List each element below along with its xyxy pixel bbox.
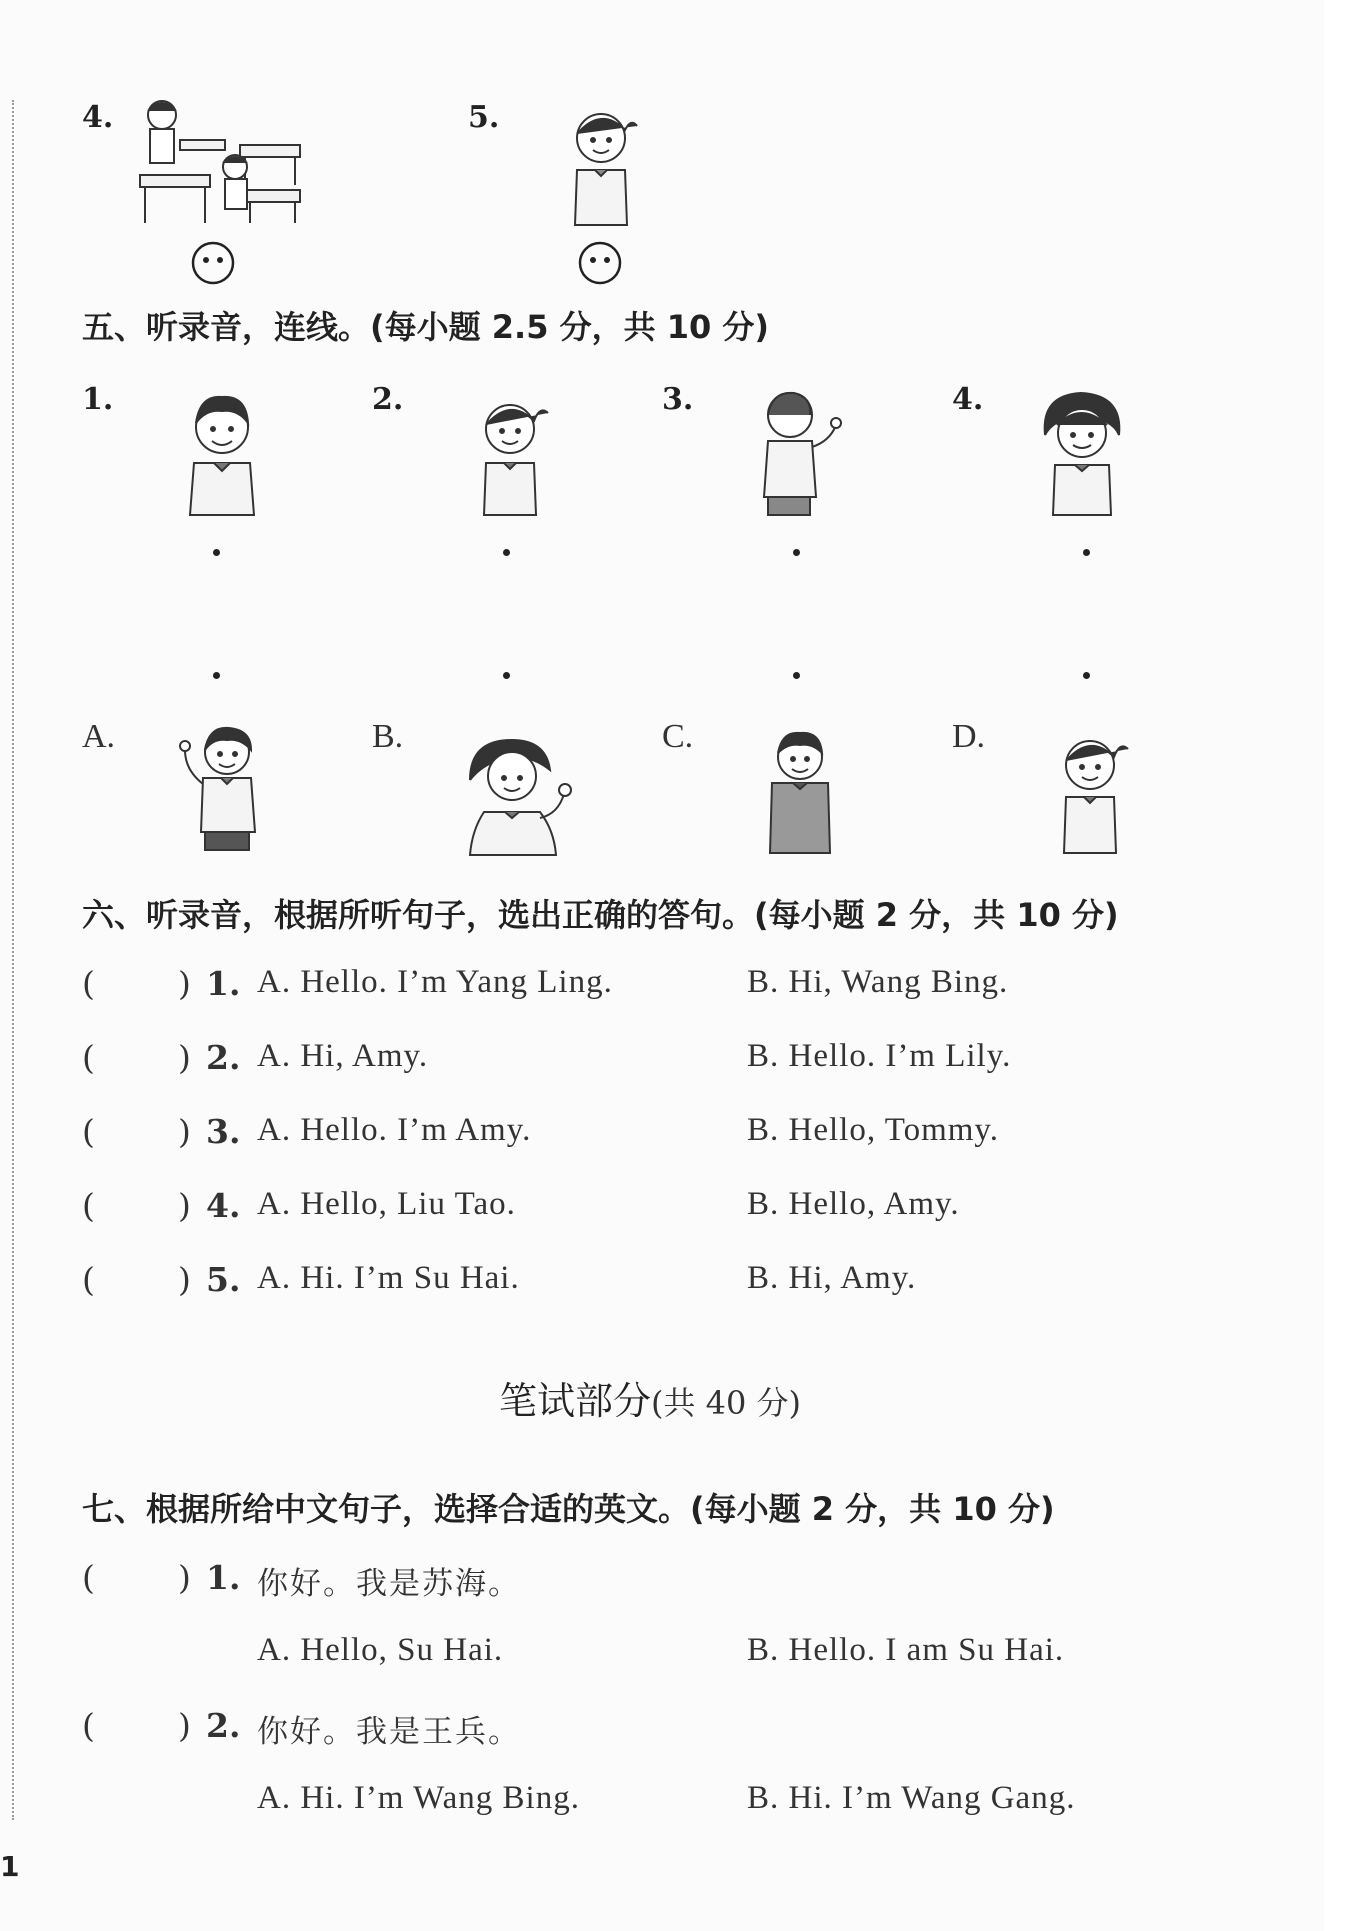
written-title-text: 笔试部分 [498, 1379, 651, 1423]
match-dot-bottom-a[interactable] [213, 672, 220, 679]
binding-margin-line [12, 100, 14, 1820]
answer-paren-open[interactable]: ( [82, 1112, 95, 1151]
boy-waving-picture-a [175, 720, 280, 855]
answer-paren-close[interactable]: ) [178, 1186, 191, 1225]
answer-paren-close[interactable]: ) [178, 1706, 191, 1745]
girl-waving-picture-b [460, 730, 585, 855]
question-number: 2. [206, 1706, 241, 1745]
answer-paren-open[interactable]: ( [82, 1558, 95, 1597]
question-number: 2. [206, 1038, 241, 1077]
answer-paren-open[interactable]: ( [82, 1186, 95, 1225]
match-top-number-4: 4. [952, 382, 984, 417]
option-a: A. Hi, Amy. [257, 1038, 429, 1074]
smiley-face-icon[interactable] [577, 240, 623, 286]
options-row [82, 1632, 1282, 1676]
section-7-heading: 七、根据所给中文句子，选择合适的英文。(每小题 2 分，共 10 分) [82, 1490, 1055, 1528]
question-number: 1. [206, 1558, 241, 1597]
answer-paren-open[interactable]: ( [82, 1706, 95, 1745]
match-top-number-2: 2. [372, 382, 404, 417]
answer-paren-close[interactable]: ) [178, 1038, 191, 1077]
page-edge [1324, 0, 1350, 1931]
answer-paren-close[interactable]: ) [178, 964, 191, 1003]
match-top-number-3: 3. [662, 382, 694, 417]
section-5-heading: 五、听录音，连线。(每小题 2.5 分，共 10 分) [82, 308, 770, 346]
girl-ponytail-picture-d [1050, 725, 1135, 855]
question-row [82, 1112, 1282, 1156]
question-row [82, 1186, 1282, 1230]
answer-paren-open[interactable]: ( [82, 964, 95, 1003]
answer-paren-close[interactable]: ) [178, 1558, 191, 1597]
option-b: B. Hello. I am Su Hai. [747, 1632, 1065, 1668]
option-a: A. Hello, Su Hai. [257, 1632, 504, 1668]
boy-back-waving-picture-3 [750, 385, 850, 520]
match-dot-top-2[interactable] [503, 549, 510, 556]
option-b: B. Hi. I’m Wang Gang. [747, 1780, 1076, 1816]
item-number-4: 4. [82, 100, 114, 135]
page-number: 1 [0, 1850, 20, 1883]
girl-short-hair-picture-4 [1035, 385, 1130, 520]
answer-paren-open[interactable]: ( [82, 1260, 95, 1299]
written-points: (共 40 分) [650, 1384, 802, 1422]
match-bottom-letter-c: C. [662, 718, 694, 755]
match-bottom-letter-b: B. [372, 718, 404, 755]
item-number-5: 5. [468, 100, 500, 135]
answer-paren-close[interactable]: ) [178, 1260, 191, 1299]
match-dot-top-1[interactable] [213, 549, 220, 556]
option-a: A. Hello, Liu Tao. [257, 1186, 516, 1222]
option-b: B. Hi, Amy. [747, 1260, 917, 1296]
question-row [82, 1706, 1282, 1750]
question-number: 4. [206, 1186, 241, 1225]
match-dot-bottom-d[interactable] [1083, 672, 1090, 679]
question-number: 3. [206, 1112, 241, 1151]
option-b: B. Hi, Wang Bing. [747, 964, 1009, 1000]
question-row [82, 1558, 1282, 1602]
boy-picture-1 [180, 385, 265, 520]
option-a: A. Hi. I’m Su Hai. [257, 1260, 520, 1296]
question-number: 5. [206, 1260, 241, 1299]
girl-ponytail-picture [565, 100, 645, 230]
question-number: 1. [206, 964, 241, 1003]
match-dot-top-3[interactable] [793, 549, 800, 556]
answer-paren-close[interactable]: ) [178, 1112, 191, 1151]
answer-paren-open[interactable]: ( [82, 1038, 95, 1077]
options-row [82, 1780, 1282, 1824]
classroom-picture [130, 95, 305, 230]
girl-picture-2 [470, 385, 555, 520]
match-dot-top-4[interactable] [1083, 549, 1090, 556]
option-a: A. Hello. I’m Yang Ling. [257, 964, 613, 1000]
match-dot-bottom-c[interactable] [793, 672, 800, 679]
boy-dark-shirt-picture-c [760, 725, 840, 855]
match-dot-bottom-b[interactable] [503, 672, 510, 679]
question-row [82, 1260, 1282, 1304]
smiley-face-icon[interactable] [190, 240, 236, 286]
written-part-title [0, 1370, 1300, 1425]
option-b: B. Hello. I’m Lily. [747, 1038, 1012, 1074]
option-b: B. Hello, Tommy. [747, 1112, 1000, 1148]
match-bottom-letter-a: A. [82, 718, 116, 755]
option-a: A. Hello. I’m Amy. [257, 1112, 532, 1148]
chinese-sentence: 你好。我是王兵。 [257, 1714, 521, 1750]
chinese-sentence: 你好。我是苏海。 [257, 1566, 521, 1602]
question-row [82, 1038, 1282, 1082]
match-bottom-letter-d: D. [952, 718, 986, 755]
section-6-heading: 六、听录音，根据所听句子，选出正确的答句。(每小题 2 分，共 10 分) [82, 896, 1119, 934]
option-b: B. Hello, Amy. [747, 1186, 960, 1222]
match-top-number-1: 1. [82, 382, 114, 417]
option-a: A. Hi. I’m Wang Bing. [257, 1780, 580, 1816]
question-row [82, 964, 1282, 1008]
